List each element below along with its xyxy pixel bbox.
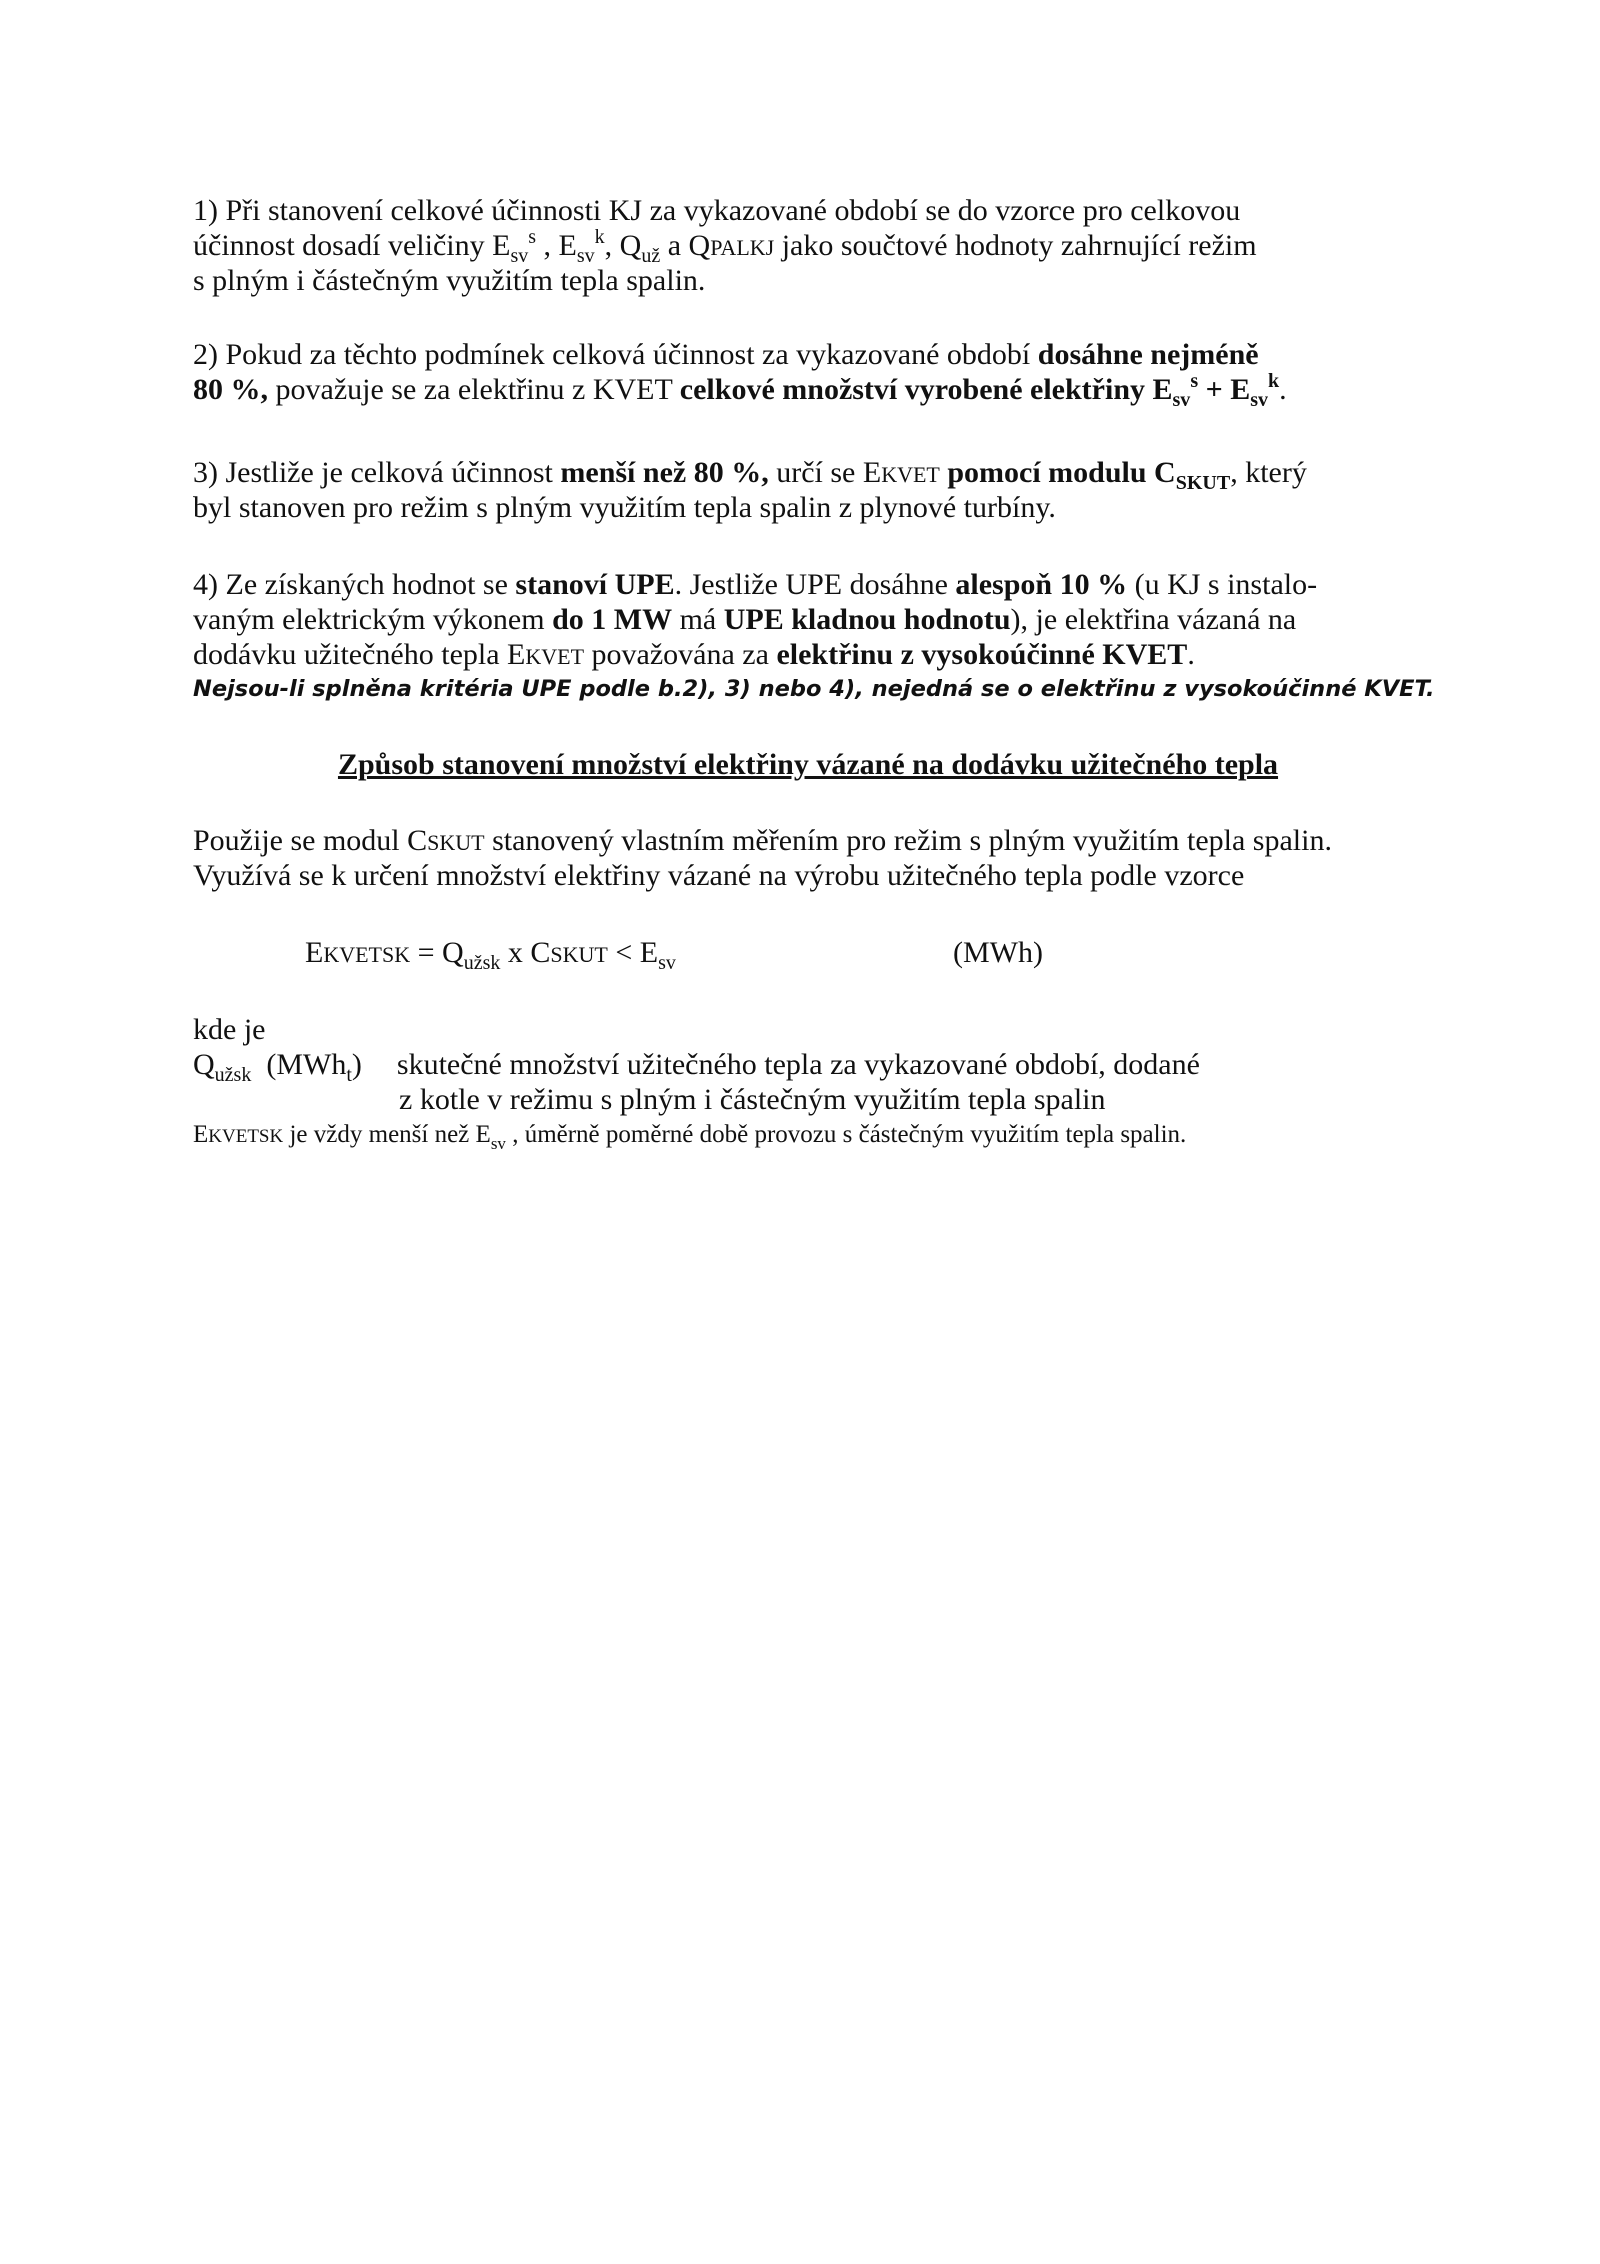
superscript-s: s: [528, 226, 537, 248]
p4-bold: stanoví UPE: [515, 568, 675, 601]
paragraph-4: [193, 567, 1435, 707]
subscript-skut: SKUT: [1175, 472, 1231, 494]
p4-note: Nejsou-li splněna kritéria UPE podle b.2), 3) nebo 4), nejedná se o elektřinu z vysokoúčinné KVET.: [193, 676, 1435, 702]
def-text: , úměrně poměrné době provozu s částečným využitím tepla spalin.: [505, 1121, 1187, 1148]
p2-line-1: [193, 337, 1423, 372]
p1-text: , Q: [604, 229, 642, 262]
p3-bold: pomocí modulu C: [939, 456, 1176, 489]
p2-text: považuje se za elektřinu z KVET: [268, 373, 680, 406]
def-desc-2: z kotle v režimu s plným i částečným využitím tepla spalin: [399, 1083, 1106, 1116]
kde-je: kde je: [193, 1013, 266, 1046]
p2-bold-text: celkové množství vyrobené elektřiny E: [679, 373, 1173, 406]
formula: [305, 935, 676, 972]
p4-bold: elektřinu z vysokoúčinné KVET: [776, 638, 1188, 671]
p2-bold: [679, 370, 1280, 411]
def-q: Q: [193, 1048, 215, 1081]
p3-line-1: [193, 455, 1423, 494]
definitions: [193, 1012, 1423, 1152]
paragraph-2: [193, 337, 1423, 411]
formula-eq: = Q: [410, 936, 464, 969]
p4-text: dodávku užitečného tepla E: [193, 638, 526, 671]
p3-text: 3) Jestliže je celková účinnost: [193, 456, 561, 489]
def-text: je vždy menší než E: [283, 1121, 491, 1148]
def-unit-close: ): [351, 1048, 362, 1081]
p1-text: jako součtové hodnoty zahrnující režim: [774, 229, 1257, 262]
p2-text: .: [1279, 373, 1287, 406]
superscript-s: s: [1190, 370, 1199, 392]
subscript-kvet: KVET: [881, 462, 940, 487]
paragraph-1: [193, 193, 1423, 298]
superscript-k: k: [1268, 370, 1280, 392]
formula-unit: (MWh): [953, 936, 1043, 969]
p2-bold: 80 %,: [193, 373, 268, 406]
subscript-skut: SKUT: [550, 942, 608, 967]
subscript-t: t: [346, 1064, 352, 1086]
subscript-sv: sv: [658, 952, 676, 974]
p5-text: Použije se modul C: [193, 824, 428, 857]
def-last-line: [193, 1117, 1423, 1152]
p4-text: považována za: [584, 638, 777, 671]
p4-text: má: [672, 603, 724, 636]
def-desc-1: skutečné množství užitečného tepla za vykazované období, dodané: [396, 1048, 1200, 1081]
subscript-uzsk: užsk: [214, 1064, 252, 1086]
p4-line-2: [193, 602, 1423, 637]
p3-bold: menší než 80 %,: [560, 456, 769, 489]
p1-text: , E: [536, 229, 577, 262]
p4-bold: do 1 MW: [552, 603, 673, 636]
p1-line-1: 1) Při stanovení celkové účinnosti KJ za vykazované období se do vzorce pro celkovou: [193, 194, 1241, 227]
p5-line-2: Využívá se k určení množství elektřiny vázané na výrobu užitečného tepla podle vzorce: [193, 859, 1245, 892]
subscript-palkj: PALKJ: [710, 235, 775, 260]
subscript-kvetsk: KVETSK: [208, 1126, 284, 1147]
subscript-kvetsk: KVETSK: [323, 942, 411, 967]
def-unit: (MWh: [251, 1048, 347, 1081]
p4-text: .: [1187, 638, 1195, 671]
p4-line-3: [193, 637, 1423, 672]
def-q-line: [193, 1047, 1423, 1086]
p1-line-2: [193, 226, 1423, 267]
subscript-skut: SKUT: [427, 830, 485, 855]
section-heading: Způsob stanovení množství elektřiny vázané na dodávku užitečného tepla: [337, 748, 1279, 781]
subscript-uz: už: [641, 245, 661, 267]
p4-text: 4) Ze získaných hodnot se: [193, 568, 516, 601]
p4-text: . Jestliže UPE dosáhne: [674, 568, 956, 601]
p1-line-3: s plným i částečným využitím tepla spalin.: [193, 264, 706, 297]
subscript-sv: sv: [576, 245, 595, 267]
formula-e: E: [305, 936, 324, 969]
p2-text: 2) Pokud za těchto podmínek celková účinnost za vykazované období: [193, 338, 1038, 371]
p4-text: ), je elektřina vázaná na: [1010, 603, 1297, 636]
subscript-sv: sv: [510, 245, 529, 267]
formula-lt: < E: [607, 936, 659, 969]
paragraph-3: [193, 455, 1423, 525]
p1-text: a Q: [660, 229, 711, 262]
p3-line-2: byl stanoven pro režim s plným využitím tepla spalin z plynové turbíny.: [193, 491, 1056, 524]
paragraph-5: [193, 823, 1423, 893]
subscript-sv: sv: [1250, 389, 1269, 411]
formula-x: x C: [500, 936, 551, 969]
p4-text: (u KJ s instalo-: [1127, 568, 1318, 601]
subscript-sv: sv: [1172, 389, 1191, 411]
p3-text: , který: [1230, 456, 1307, 489]
p5-text: stanovený vlastním měřením pro režim s plným využitím tepla spalin.: [484, 824, 1332, 857]
subscript-kvet: KVET: [525, 644, 585, 669]
p2-line-2: [193, 370, 1423, 411]
def-e: E: [193, 1121, 209, 1148]
p4-line-1: [193, 567, 1423, 602]
p5-line-1: [193, 823, 1423, 858]
p2-bold-text: + E: [1198, 373, 1251, 406]
p1-text: účinnost dosadí veličiny E: [193, 229, 511, 262]
p2-bold: dosáhne nejméně: [1037, 338, 1259, 371]
p3-text: určí se E: [768, 456, 882, 489]
p4-bold: UPE kladnou hodnotu: [723, 603, 1011, 636]
p4-text: vaným elektrickým výkonem: [193, 603, 553, 636]
p4-bold: alespoň 10 %: [955, 568, 1128, 601]
subscript-uzsk: užsk: [463, 952, 501, 974]
subscript-sv: sv: [490, 1134, 506, 1153]
superscript-k: k: [594, 226, 605, 248]
